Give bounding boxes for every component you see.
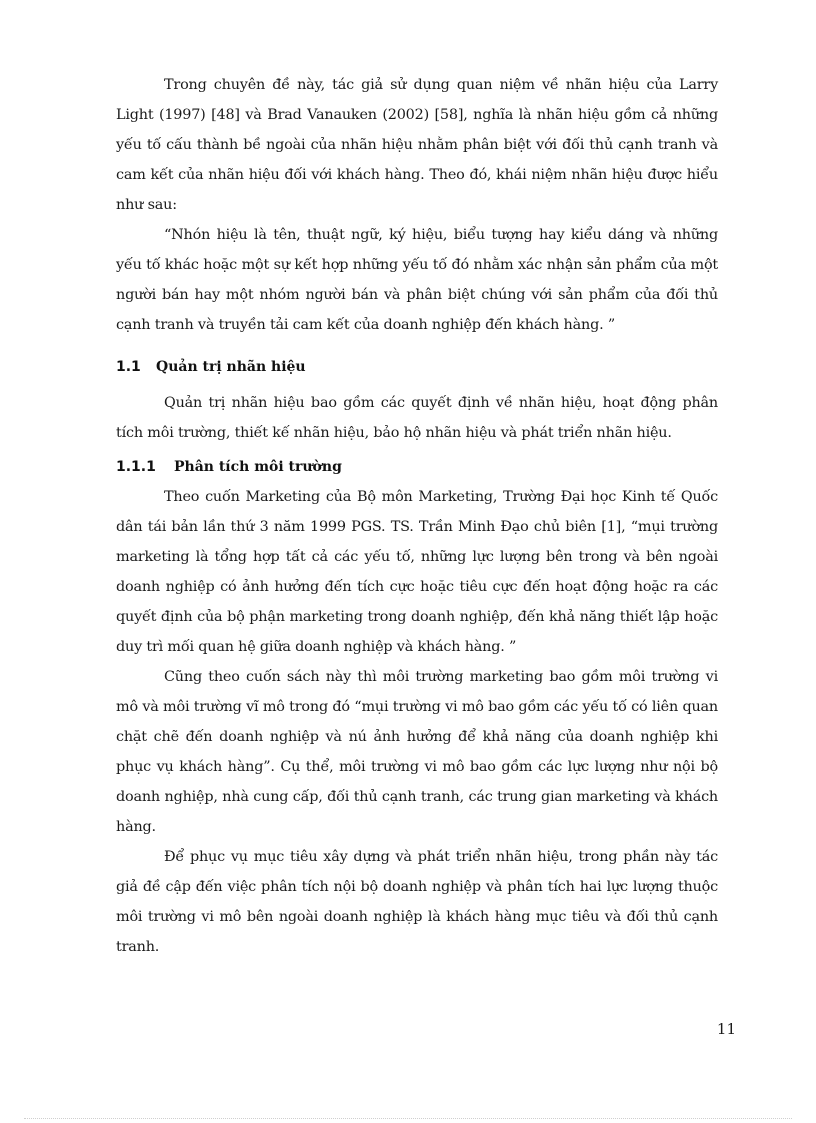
paragraph-brand-concept: Trong chuyên đề này, tác giả sử dụng quan niệm về nhãn hiệu của Larry Light (1997) [48] và Brad Vanauken (2002) [58], nghĩa là nhãn hiệu gồm cả những yếu tố cấu thành bề ngoài của nhãn hiệu nhằm phân biệt với đối thủ cạnh tranh và cam kết của nhãn hiệu đối với khách hàng. Theo đó, khái niệm nhãn hiệu được hiểu như sau: (116, 77, 718, 213)
page-number: 11 (716, 1020, 736, 1038)
section-heading-1-1-1 (116, 452, 718, 482)
paragraph-brand-definition-quote: “Nhón hiệu là tên, thuật ngữ, ký hiệu, biểu tượng hay kiểu dáng và những yếu tố khác hoặc một sự kết hợp những yếu tố đó nhằm xác nhận sản phẩm của một người bán hay một nhóm người bán và phân biệt chúng với sản phẩm của đối thủ cạnh tranh và truyền tải cam kết của doanh nghiệp đến khách hàng. ” (116, 227, 718, 333)
section-title: Phân tích môi trường (174, 459, 342, 475)
paragraph-marketing-environment: Theo cuốn Marketing của Bộ môn Marketing, Trường Đại học Kinh tế Quốc dân tái bản lần thứ 3 năm 1999 PGS. TS. Trần Minh Đạo chủ biên [1], “mụi trường marketing là tổng hợp tất cả các yếu tố, những lực lượng bên trong và bên ngoài doanh nghiệp có ảnh hưởng đến tích cực hoặc tiêu cực đến hoạt động hoặc ra các quyết định của bộ phận marketing trong doanh nghiệp, đến khả năng thiết lập hoặc duy trì mối quan hệ giữa doanh nghiệp và khách hàng. ” (116, 489, 718, 655)
section-number: 1.1.1 (116, 459, 156, 475)
paragraph-analysis-scope: Để phục vụ mục tiêu xây dựng và phát triển nhãn hiệu, trong phần này tác giả đề cập đến việc phân tích nội bộ doanh nghiệp và phân tích hai lực lượng thuộc môi trường vi mô bên ngoài doanh nghiệp là khách hàng mục tiêu và đối thủ cạnh tranh. (116, 849, 718, 955)
section-heading-1-1 (116, 352, 718, 382)
page-bottom-divider (24, 1118, 792, 1119)
section-number: 1.1 (116, 359, 141, 375)
paragraph-brand-management: Quản trị nhãn hiệu bao gồm các quyết định về nhãn hiệu, hoạt động phân tích môi trường, thiết kế nhãn hiệu, bảo hộ nhãn hiệu và phát triển nhãn hiệu. (116, 395, 718, 441)
paragraph-micro-environment: Cũng theo cuốn sách này thì môi trường marketing bao gồm môi trường vi mô và môi trường vĩ mô trong đó “mụi trường vi mô bao gồm các yếu tố có liên quan chặt chẽ đến doanh nghiệp và nú ảnh hưởng để khả năng của doanh nghiệp khi phục vụ khách hàng”. Cụ thể, môi trường vi mô bao gồm các lực lượng như nội bộ doanh nghiệp, nhà cung cấp, đối thủ cạnh tranh, các trung gian marketing và khách hàng. (116, 669, 718, 835)
page-body (116, 70, 718, 962)
section-title: Quản trị nhãn hiệu (156, 359, 306, 375)
